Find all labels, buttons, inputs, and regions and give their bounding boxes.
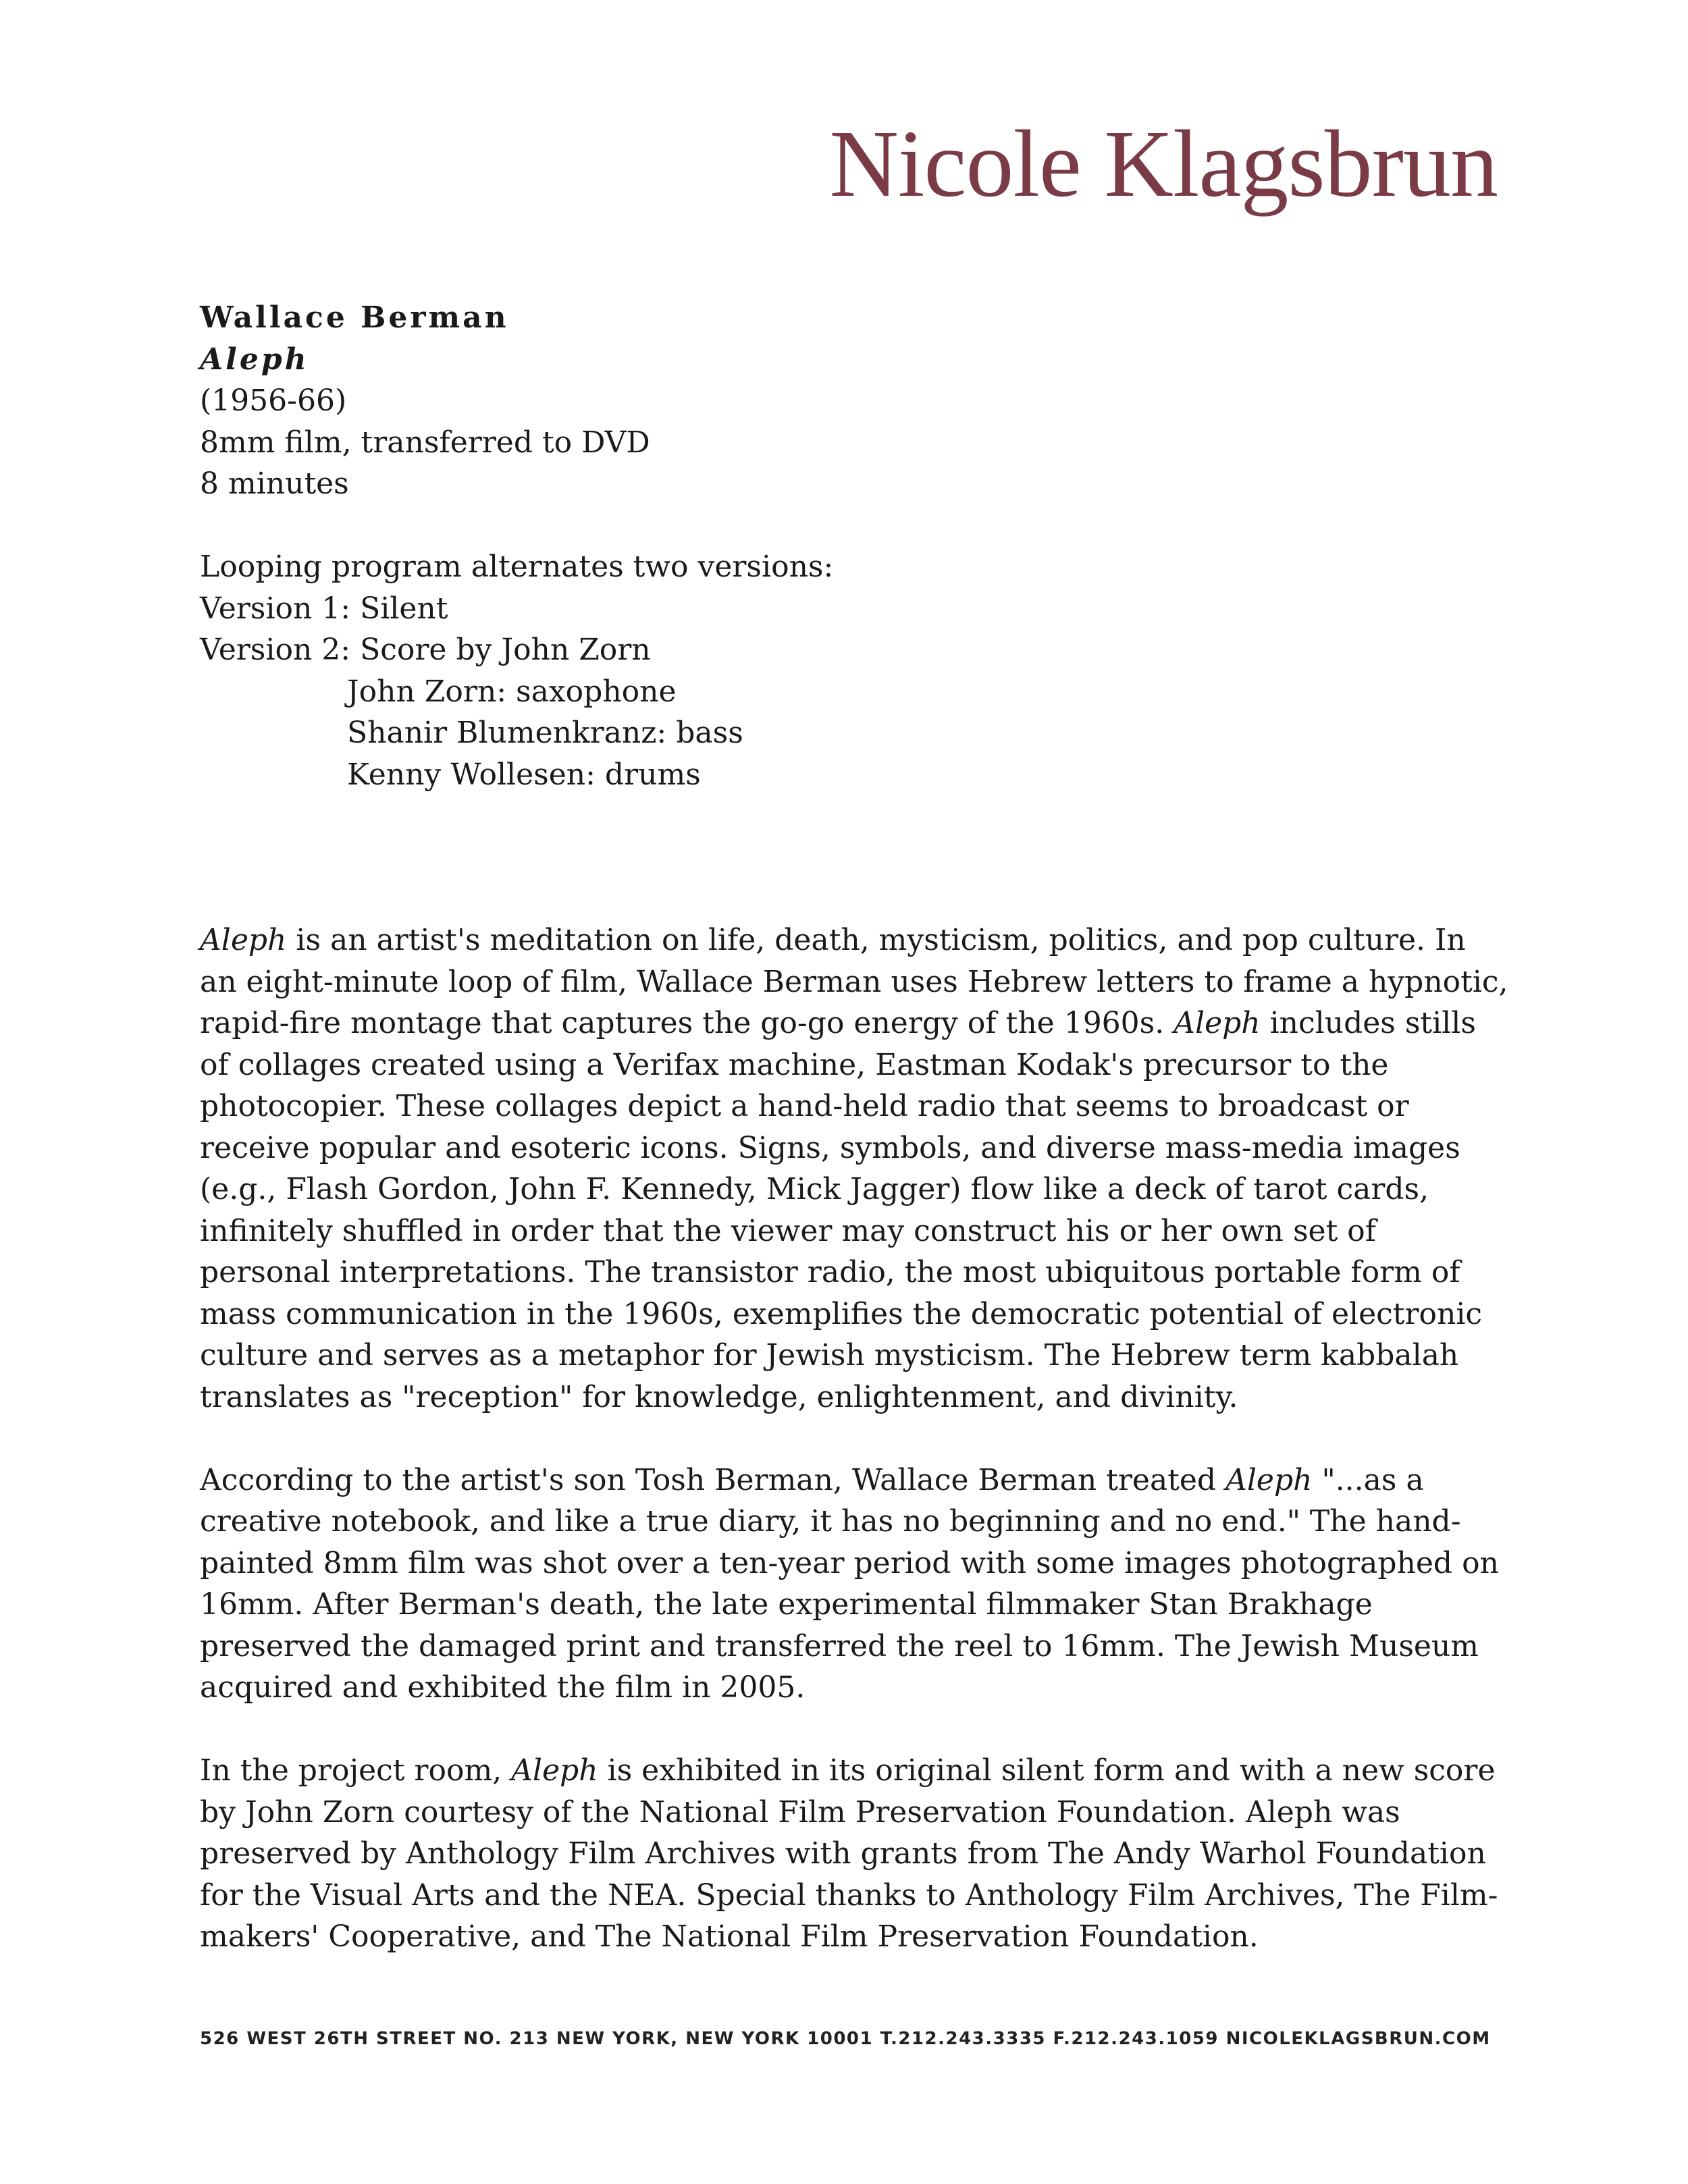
paragraph-text: "...as a creative notebook, and like a true diary, it has no beginning and no end." The hand-painted 8mm film was shot over a ten-year period with some images photographed on 16mm. After Berman's death, the late experimental filmmaker Stan Brakhage preserved the damaged print and transferred the reel to 16mm. The Jewish Museum acquired and exhibited the film in 2005.	[200, 1462, 1499, 1705]
document-body	[200, 297, 1510, 1958]
paragraph-text: According to the artist's son Tosh Berman, Wallace Berman treated	[200, 1462, 1226, 1497]
work-duration: 8 minutes	[200, 467, 349, 501]
credit-line: Kenny Wollesen: drums	[347, 757, 701, 792]
work-title-inline: Aleph	[1225, 1462, 1313, 1497]
paragraph-exhibition	[200, 1750, 1510, 1958]
paragraph-text: includes stills of collages created using a Verifax machine, Eastman Kodak's precursor to the photocopier. These collages depict a hand-held radio that seems to broadcast or receive popular and esoteric icons. Signs, symbols, and diverse mass-media images (e.g., Flash Gordon, John F. Kennedy, Mick Jagger) flow like a deck of tarot cards, infinitely shuffled in order that the viewer may construct his or her own set of personal interpretations. The transistor radio, the most ubiquitous portable form of mass communication in the 1960s, exemplifies the democratic potential of electronic culture and serves as a metaphor for Jewish mysticism. The Hebrew term kabbalah translates as "reception" for knowledge, enlightenment, and divinity.	[200, 1006, 1483, 1414]
work-title: Aleph	[200, 342, 309, 377]
paragraph-text: In the project room,	[200, 1753, 512, 1788]
paragraph-text: is exhibited in its original silent form and with a new score by John Zorn courtesy of the National Film Preservation Foundation. Aleph was preserved by Anthology Film Archives with grants from The Andy Warhol Foundation for the Visual Arts and the NEA. Special thanks to Anthology Film Archives, The Film-makers' Cooperative, and The National Film Preservation Foundation.	[200, 1753, 1498, 1954]
version-2: Version 2: Score by John Zorn	[200, 633, 651, 667]
paragraph-history	[200, 1460, 1510, 1709]
work-title-inline: Aleph	[511, 1753, 598, 1788]
credit-line: Shanir Blumenkranz: bass	[347, 716, 743, 750]
work-title-inline: Aleph	[1173, 1006, 1261, 1040]
program-intro: Looping program alternates two versions:	[200, 550, 834, 584]
paragraph-text: is an artist's meditation on life, death, mysticism, politics, and pop culture. In an eight-minute loop of film, Wallace Berman uses Hebrew letters to frame a hypnotic, rapid-fire montage that captures the go-go energy of the 1960s.	[200, 923, 1508, 1040]
gallery-letterhead: Nicole Klagsbrun	[829, 110, 1498, 217]
work-title-inline: Aleph	[200, 923, 287, 957]
version-1: Version 1: Silent	[200, 591, 448, 626]
paragraph-description	[200, 920, 1510, 1418]
credit-line: John Zorn: saxophone	[347, 674, 677, 709]
work-medium: 8mm film, transferred to DVD	[200, 425, 650, 460]
artist-name: Wallace Berman	[200, 300, 509, 335]
work-dates: (1956-66)	[200, 383, 347, 418]
footer-address: 526 WEST 26TH STREET NO. 213 NEW YORK, NEW YORK 10001 T.212.243.3335 F.212.243.1059 NICOLEKLAGSBRUN.COM	[200, 2029, 1491, 2049]
